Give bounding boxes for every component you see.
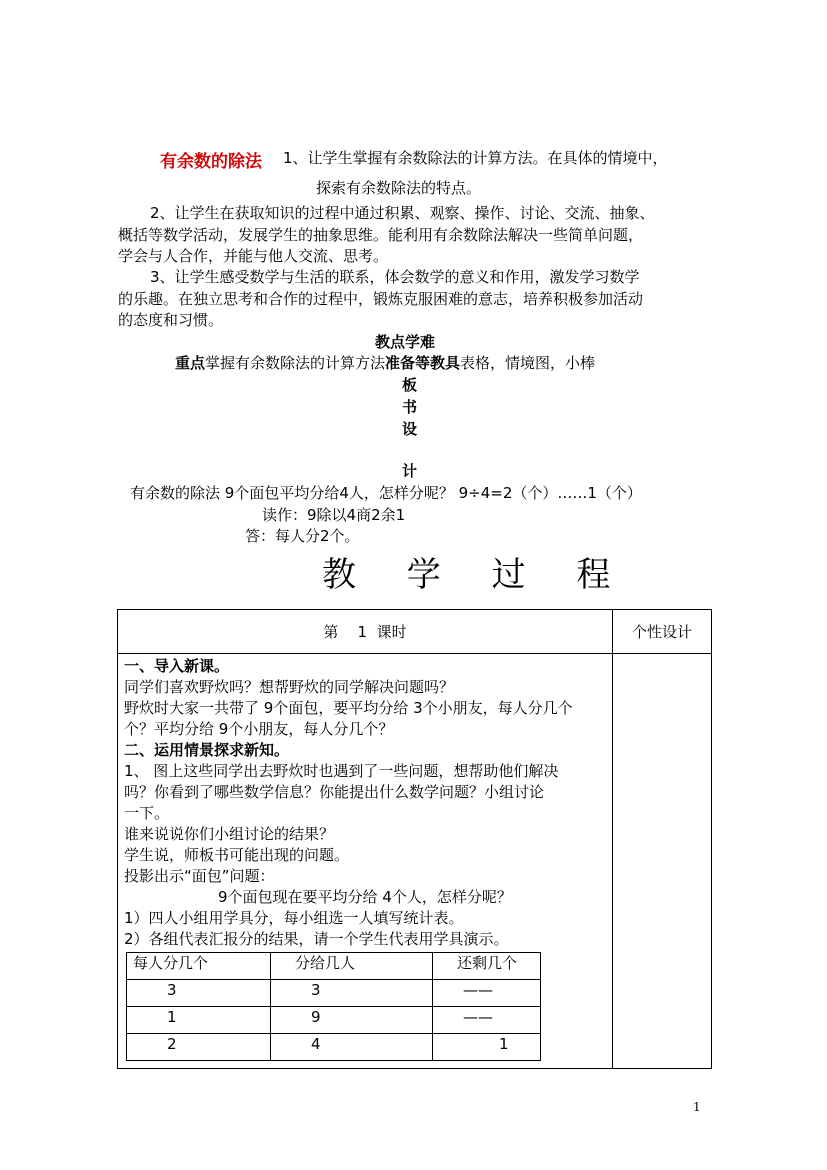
key-label: 重点 — [175, 354, 206, 372]
board-line-3: 答：每人分2个。 — [245, 527, 360, 545]
goal-2-line-1: 2、让学生在获取知识的过程中通过积累、观察、操作、讨论、交流、抽象、 — [150, 204, 655, 222]
key-text: 掌握有余数除法的计算方法 — [205, 354, 386, 372]
lesson-process-table — [117, 609, 712, 1069]
content-line: 同学们喜欢野炊吗？想帮野炊的同学解决问题吗？ — [124, 678, 455, 696]
content-line: 1、 图上这些同学出去野炊时也遇到了一些问题，想帮助他们解决 — [124, 762, 559, 780]
board-line-2: 读作：9除以4商2余1 — [262, 506, 406, 524]
table-row — [127, 980, 541, 1007]
lesson-title: 有余数的除法 — [160, 152, 262, 172]
personal-design-cell — [613, 654, 712, 1069]
content-line: 野炊时大家一共带了 9个面包，要平均分给 3个小朋友，每人分几个 — [124, 699, 573, 717]
table-cell: 2 — [127, 1034, 271, 1061]
table-cell: 3 — [127, 980, 271, 1007]
board-line-1: 有余数的除法 9个面包平均分给4人，怎样分呢？ 9÷4=2（个）……1（个） — [130, 484, 642, 502]
personal-design-header — [613, 610, 712, 654]
goal-3-line-2: 的乐趣。在独立思考和合作的过程中，锻炼克服困难的意志，培养积极参加活动 — [118, 290, 644, 308]
table-cell: 4 — [271, 1034, 433, 1061]
goal-1-line-1: 1、让学生掌握有余数除法的计算方法。在具体的情境中， — [283, 149, 668, 167]
content-line: 谁来说说你们小组讨论的结果？ — [124, 825, 335, 843]
section-2-heading: 二、运用情景探求新知。 — [124, 741, 290, 759]
column-header: 还剩几个 — [433, 953, 541, 980]
goal-3-line-1: 3、让学生感受数学与生活的联系，体会数学的意义和作用，激发学习数学 — [150, 268, 640, 286]
distribution-table-header — [127, 953, 541, 980]
page-number: 1 — [693, 1100, 701, 1114]
table-row — [127, 1034, 541, 1061]
key-points-line — [175, 352, 595, 374]
table-cell: 1 — [127, 1007, 271, 1034]
process-title: 教 学 过 程 — [322, 555, 631, 595]
lesson-content — [118, 654, 612, 1063]
content-line: 1）四人小组用学具分，每小组选一人填写统计表。 — [124, 909, 464, 927]
content-line: 学生说，师板书可能出现的问题。 — [124, 846, 350, 864]
content-line: 9个面包现在要平均分给 4个人，怎样分呢？ — [218, 888, 512, 906]
period-header — [118, 610, 613, 654]
lesson-content-cell — [118, 654, 613, 1069]
goal-1-line-2: 探索有余数除法的特点。 — [316, 179, 482, 197]
period-header-text: 第 1 课时 — [323, 623, 407, 641]
table-cell: —— — [433, 980, 541, 1007]
prep-label: 准备等教具 — [385, 354, 461, 372]
table-cell: 9 — [271, 1007, 433, 1034]
content-line: 个？平均分给 9个小朋友，每人分几个？ — [124, 720, 394, 738]
board-label-4: 计 — [402, 462, 418, 480]
goal-2-line-2: 概括等数学活动，发展学生的抽象思维。能利用有余数除法解决一些简单问题， — [118, 226, 644, 244]
personal-design-header-text: 个性设计 — [631, 623, 692, 641]
content-line: 一下。 — [124, 804, 170, 822]
key-points-heading: 教点学难 — [375, 333, 436, 351]
board-label-1: 板 — [402, 376, 418, 394]
section-1-heading: 一、导入新课。 — [124, 657, 230, 675]
goal-2-line-3: 学会与人合作，并能与他人交流、思考。 — [118, 247, 389, 265]
distribution-table — [126, 952, 541, 1061]
content-line: 吗？你看到了哪些数学信息？你能提出什么数学问题？小组讨论 — [124, 783, 545, 801]
content-line: 2）各组代表汇报分的结果，请一个学生代表用学具演示。 — [124, 930, 509, 948]
prep-text: 表格，情境图，小棒 — [460, 354, 596, 372]
table-row — [127, 1007, 541, 1034]
table-cell: —— — [433, 1007, 541, 1034]
content-line: 投影出示“面包”问题： — [124, 867, 275, 885]
table-cell: 3 — [271, 980, 433, 1007]
board-label-3: 设 — [402, 420, 418, 438]
goal-3-line-3: 的态度和习惯。 — [118, 311, 224, 329]
column-header: 分给几人 — [271, 953, 433, 980]
column-header: 每人分几个 — [127, 953, 271, 980]
table-cell: 1 — [433, 1034, 541, 1061]
board-label-2: 书 — [402, 398, 418, 416]
